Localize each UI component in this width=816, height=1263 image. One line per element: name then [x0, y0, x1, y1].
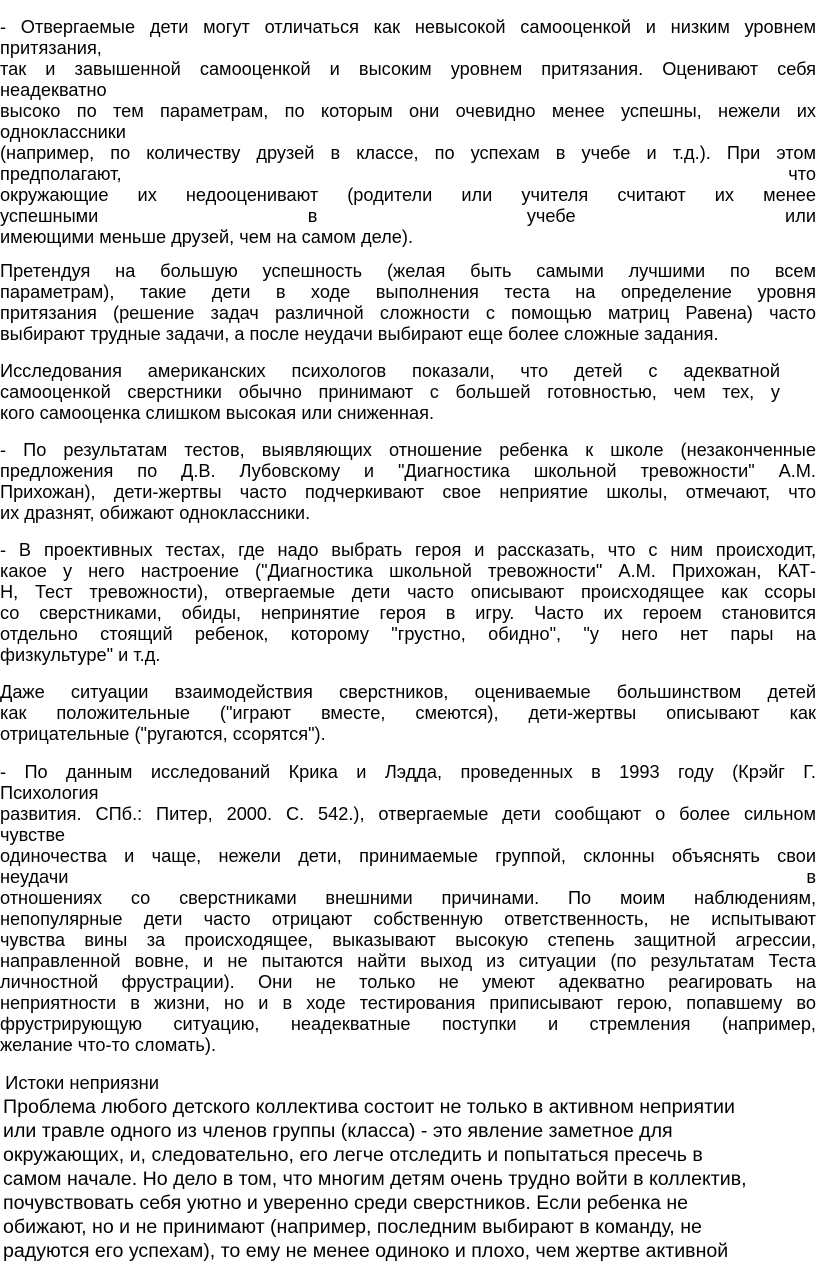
text-line: личностной фрустрации). Они не только не умеют адекватно реагировать на — [0, 972, 816, 992]
text-line: Н, Тест тревожности), отвергаемые дети часто описывают происходящее как ссоры — [0, 582, 816, 602]
text-line: как положительные ("играют вместе, смеются), дети-жертвы описывают как — [0, 703, 816, 723]
paragraph-sources-of-dislike — [3, 1095, 793, 1263]
text-line: одноклассники — [0, 122, 126, 142]
text-line: притязания (решение задач различной сложности с помощью матриц Равена) часто — [0, 303, 816, 323]
text-line: желание что-то сломать). — [0, 1035, 217, 1055]
text-line: успешными в учебе или — [0, 206, 816, 226]
text-line: какое у него настроение ("Диагностика школьной тревожности" А.М. Прихожан, КАТ- — [0, 561, 816, 581]
text-line: почувствовать себя уютно и уверенно среди сверстников. Если ребенка не — [3, 1192, 689, 1214]
text-line: Претендуя на большую успешность (желая быть самыми лучшими по всем — [0, 261, 816, 281]
text-line: выбирают трудные задачи, а после неудачи выбирают еще более сложные задания. — [0, 324, 719, 344]
text-line: Исследования американских психологов показали, что детей с адекватной — [0, 361, 780, 381]
paragraph-projective-tests — [0, 540, 816, 666]
text-line: чувства вины за происходящее, выказывают высокую степень защитной агрессии, — [0, 930, 816, 950]
section-heading — [0, 1072, 816, 1093]
text-line: или травле одного из членов группы (класса) - это явление заметное для — [3, 1120, 673, 1142]
text-line: направленной вовне, и не пытаются найти выход из ситуации (по результатам Теста — [0, 951, 816, 971]
text-line: - По результатам тестов, выявляющих отношение ребенка к школе (незаконченные — [0, 440, 816, 460]
paragraph-american-research — [0, 361, 816, 424]
section-title: Истоки неприязни — [0, 1072, 160, 1093]
text-line: имеющими меньше друзей, чем на самом деле). — [0, 227, 413, 247]
paragraph-crick-ladd-research — [0, 762, 816, 1056]
text-line: (например, по количеству друзей в классе, по успехам в учебе и т.д.). При этом — [0, 143, 816, 163]
text-line: окружающих, и, следовательно, его легче отследить и попытаться пресечь в — [3, 1144, 703, 1166]
text-line: чувстве — [0, 825, 66, 845]
paragraph-peer-interactions — [0, 682, 816, 745]
text-line: неприятности в жизни, но и в ходе тестирования приписывают герою, попавшему во — [0, 993, 816, 1013]
text-line: притязания, — [0, 38, 102, 58]
text-line: самом начале. Но дело в том, что многим детям очень трудно войти в коллектив, — [3, 1168, 747, 1190]
text-line: предполагают, что — [0, 164, 816, 184]
text-line: окружающие их недооценивают (родители или учителя считают их менее — [0, 185, 816, 205]
text-line: Даже ситуации взаимодействия сверстников, оцениваемые большинством детей — [0, 682, 816, 702]
text-line: Психология — [0, 783, 99, 803]
text-line: отрицательные ("ругаются, ссорятся"). — [0, 724, 326, 744]
text-line: кого самооценка слишком высокая или сниженная. — [0, 403, 434, 423]
text-line: - Отвергаемые дети могут отличаться как невысокой самооценкой и низким уровнем — [0, 17, 816, 37]
text-line: неадекватно — [0, 80, 107, 100]
text-line: физкультуре" и т.д. — [0, 645, 161, 665]
text-line: самооценкой сверстники обычно принимают с большей готовностью, чем тех, у — [0, 382, 780, 402]
paragraph-school-attitude-tests — [0, 440, 816, 524]
text-line: высоко по тем параметрам, по которым они очевидно менее успешны, нежели их — [0, 101, 816, 121]
paragraph-rejected-children-self-esteem — [0, 17, 816, 248]
text-line: радуются его успехам), то ему не менее одиноко и плохо, чем жертве активной — [3, 1240, 729, 1262]
text-line: фрустрирующую ситуацию, неадекватные поступки и стремления (например, — [0, 1014, 816, 1034]
text-line: непопулярные дети часто отрицают собственную ответственность, не испытывают — [0, 909, 816, 929]
text-line: отношениях со сверстниками внешними причинами. По моим наблюдениям, — [0, 888, 816, 908]
text-line: развития. СПб.: Питер, 2000. С. 542.), отвергаемые дети сообщают о более сильном — [0, 804, 816, 824]
text-line: их дразнят, обижают одноклассники. — [0, 503, 311, 523]
text-line: Проблема любого детского коллектива состоит не только в активном неприятии — [3, 1096, 735, 1118]
text-line: предложения по Д.В. Лубовскому и "Диагностика школьной тревожности" А.М. — [0, 461, 816, 481]
text-line: обижают, но и не принимают (например, последним выбирают в команду, не — [3, 1216, 702, 1238]
text-line: Прихожан), дети-жертвы часто подчеркивают свое неприятие школы, отмечают, что — [0, 482, 816, 502]
text-line: одиночества и чаще, нежели дети, принимаемые группой, склонны объяснять свои — [0, 846, 816, 866]
paragraph-claiming-success — [0, 261, 816, 345]
text-line: так и завышенной самооценкой и высоким уровнем притязания. Оценивают себя — [0, 59, 816, 79]
text-line: - По данным исследований Крика и Лэдда, проведенных в 1993 году (Крэйг Г. — [0, 762, 816, 782]
text-line: - В проективных тестах, где надо выбрать героя и рассказать, что с ним происходит, — [0, 540, 816, 560]
text-line: со сверстниками, обиды, непринятие героя в игру. Часто их героем становится — [0, 603, 816, 623]
text-line: неудачи в — [0, 867, 816, 887]
text-line: параметрам), такие дети в ходе выполнения теста на определение уровня — [0, 282, 816, 302]
text-line: отдельно стоящий ребенок, которому "грустно, обидно", "у него нет пары на — [0, 624, 816, 644]
